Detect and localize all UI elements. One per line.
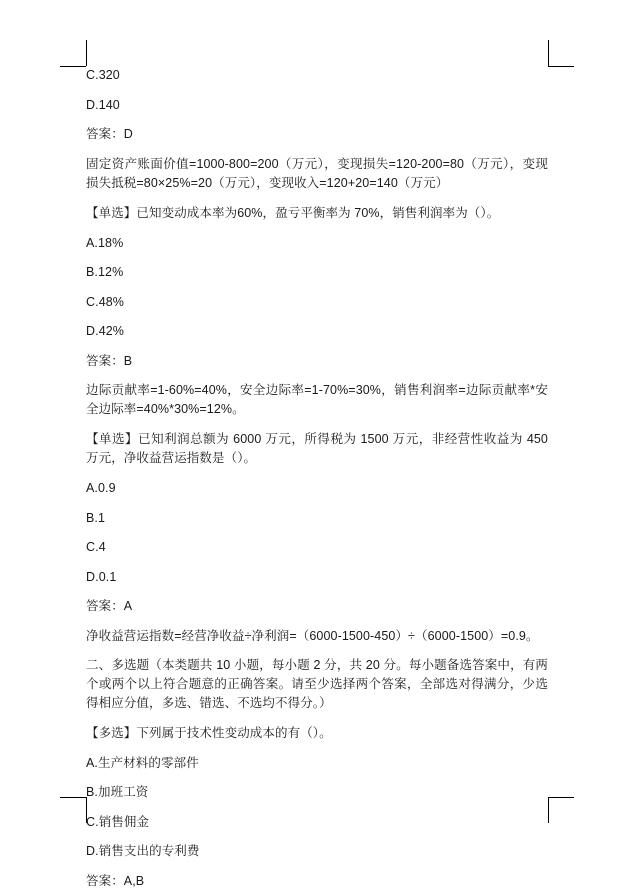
crop-mark-top-right-horizontal	[548, 66, 574, 67]
question-line: 【单选】已知变动成本率为60%，盈亏平衡率为 70%，销售利润率为（）。	[86, 205, 500, 220]
option-line: A.0.9	[86, 481, 116, 495]
option-line: C.320	[86, 68, 120, 82]
option-line: B.12%	[86, 265, 124, 279]
crop-mark-top-right-vertical	[548, 40, 549, 66]
section-heading: 二、多选题（本类题共 10 小题，每小题 2 分，共 20 分。每小题备选答案中，有两个或两个以上符合题意的正确答案。请至少选择两个答案，全部选对得满分，少选得相应分值，多选、错选、不选均不得分。）	[86, 657, 548, 710]
answer-line: 答案：D	[86, 127, 133, 141]
option-line: C.销售佣金	[86, 814, 150, 829]
crop-mark-bottom-left-horizontal	[60, 797, 86, 798]
answer-line: 答案：B	[86, 353, 133, 368]
answer-line: 答案：A	[86, 599, 133, 613]
option-line: D.42%	[86, 324, 125, 338]
question-line: 【多选】下列属于技术性变动成本的有（）。	[86, 725, 332, 740]
option-line: B.加班工资	[86, 785, 149, 799]
option-line: D.140	[86, 97, 120, 112]
crop-mark-bottom-right-horizontal	[548, 797, 574, 798]
option-line: A.18%	[86, 235, 124, 250]
document-body	[86, 66, 548, 891]
crop-mark-top-left-vertical	[86, 40, 87, 66]
crop-mark-top-left-horizontal	[60, 66, 86, 67]
explanation-paragraph: 净收益营运指数=经营净收益÷净利润=（6000-1500-450）÷（6000-1500）=0.9。	[86, 628, 539, 643]
option-line: C.4	[86, 540, 106, 554]
option-line: C.48%	[86, 294, 125, 309]
question-line: 【单选】已知利润总额为 6000 万元，所得税为 1500 万元，非经营性收益为 450 万元，净收益营运指数是（）。	[86, 432, 548, 465]
answer-line: 答案：A,B	[86, 873, 145, 888]
explanation-paragraph: 固定资产账面价值=1000-800=200（万元），变现损失=120-200=80（万元），变现损失抵税=80×25%=20（万元），变现收入=120+20=140（万元）	[86, 156, 548, 190]
explanation-paragraph: 边际贡献率=1-60%=40%，安全边际率=1-70%=30%，销售利润率=边际贡献率*安全边际率=40%*30%=12%。	[86, 383, 548, 416]
option-line: B.1	[86, 510, 106, 525]
option-line: A.生产材料的零部件	[86, 755, 199, 770]
crop-mark-bottom-right-vertical	[548, 797, 549, 823]
option-line: D.0.1	[86, 569, 117, 584]
option-line: D.销售支出的专利费	[86, 844, 200, 858]
